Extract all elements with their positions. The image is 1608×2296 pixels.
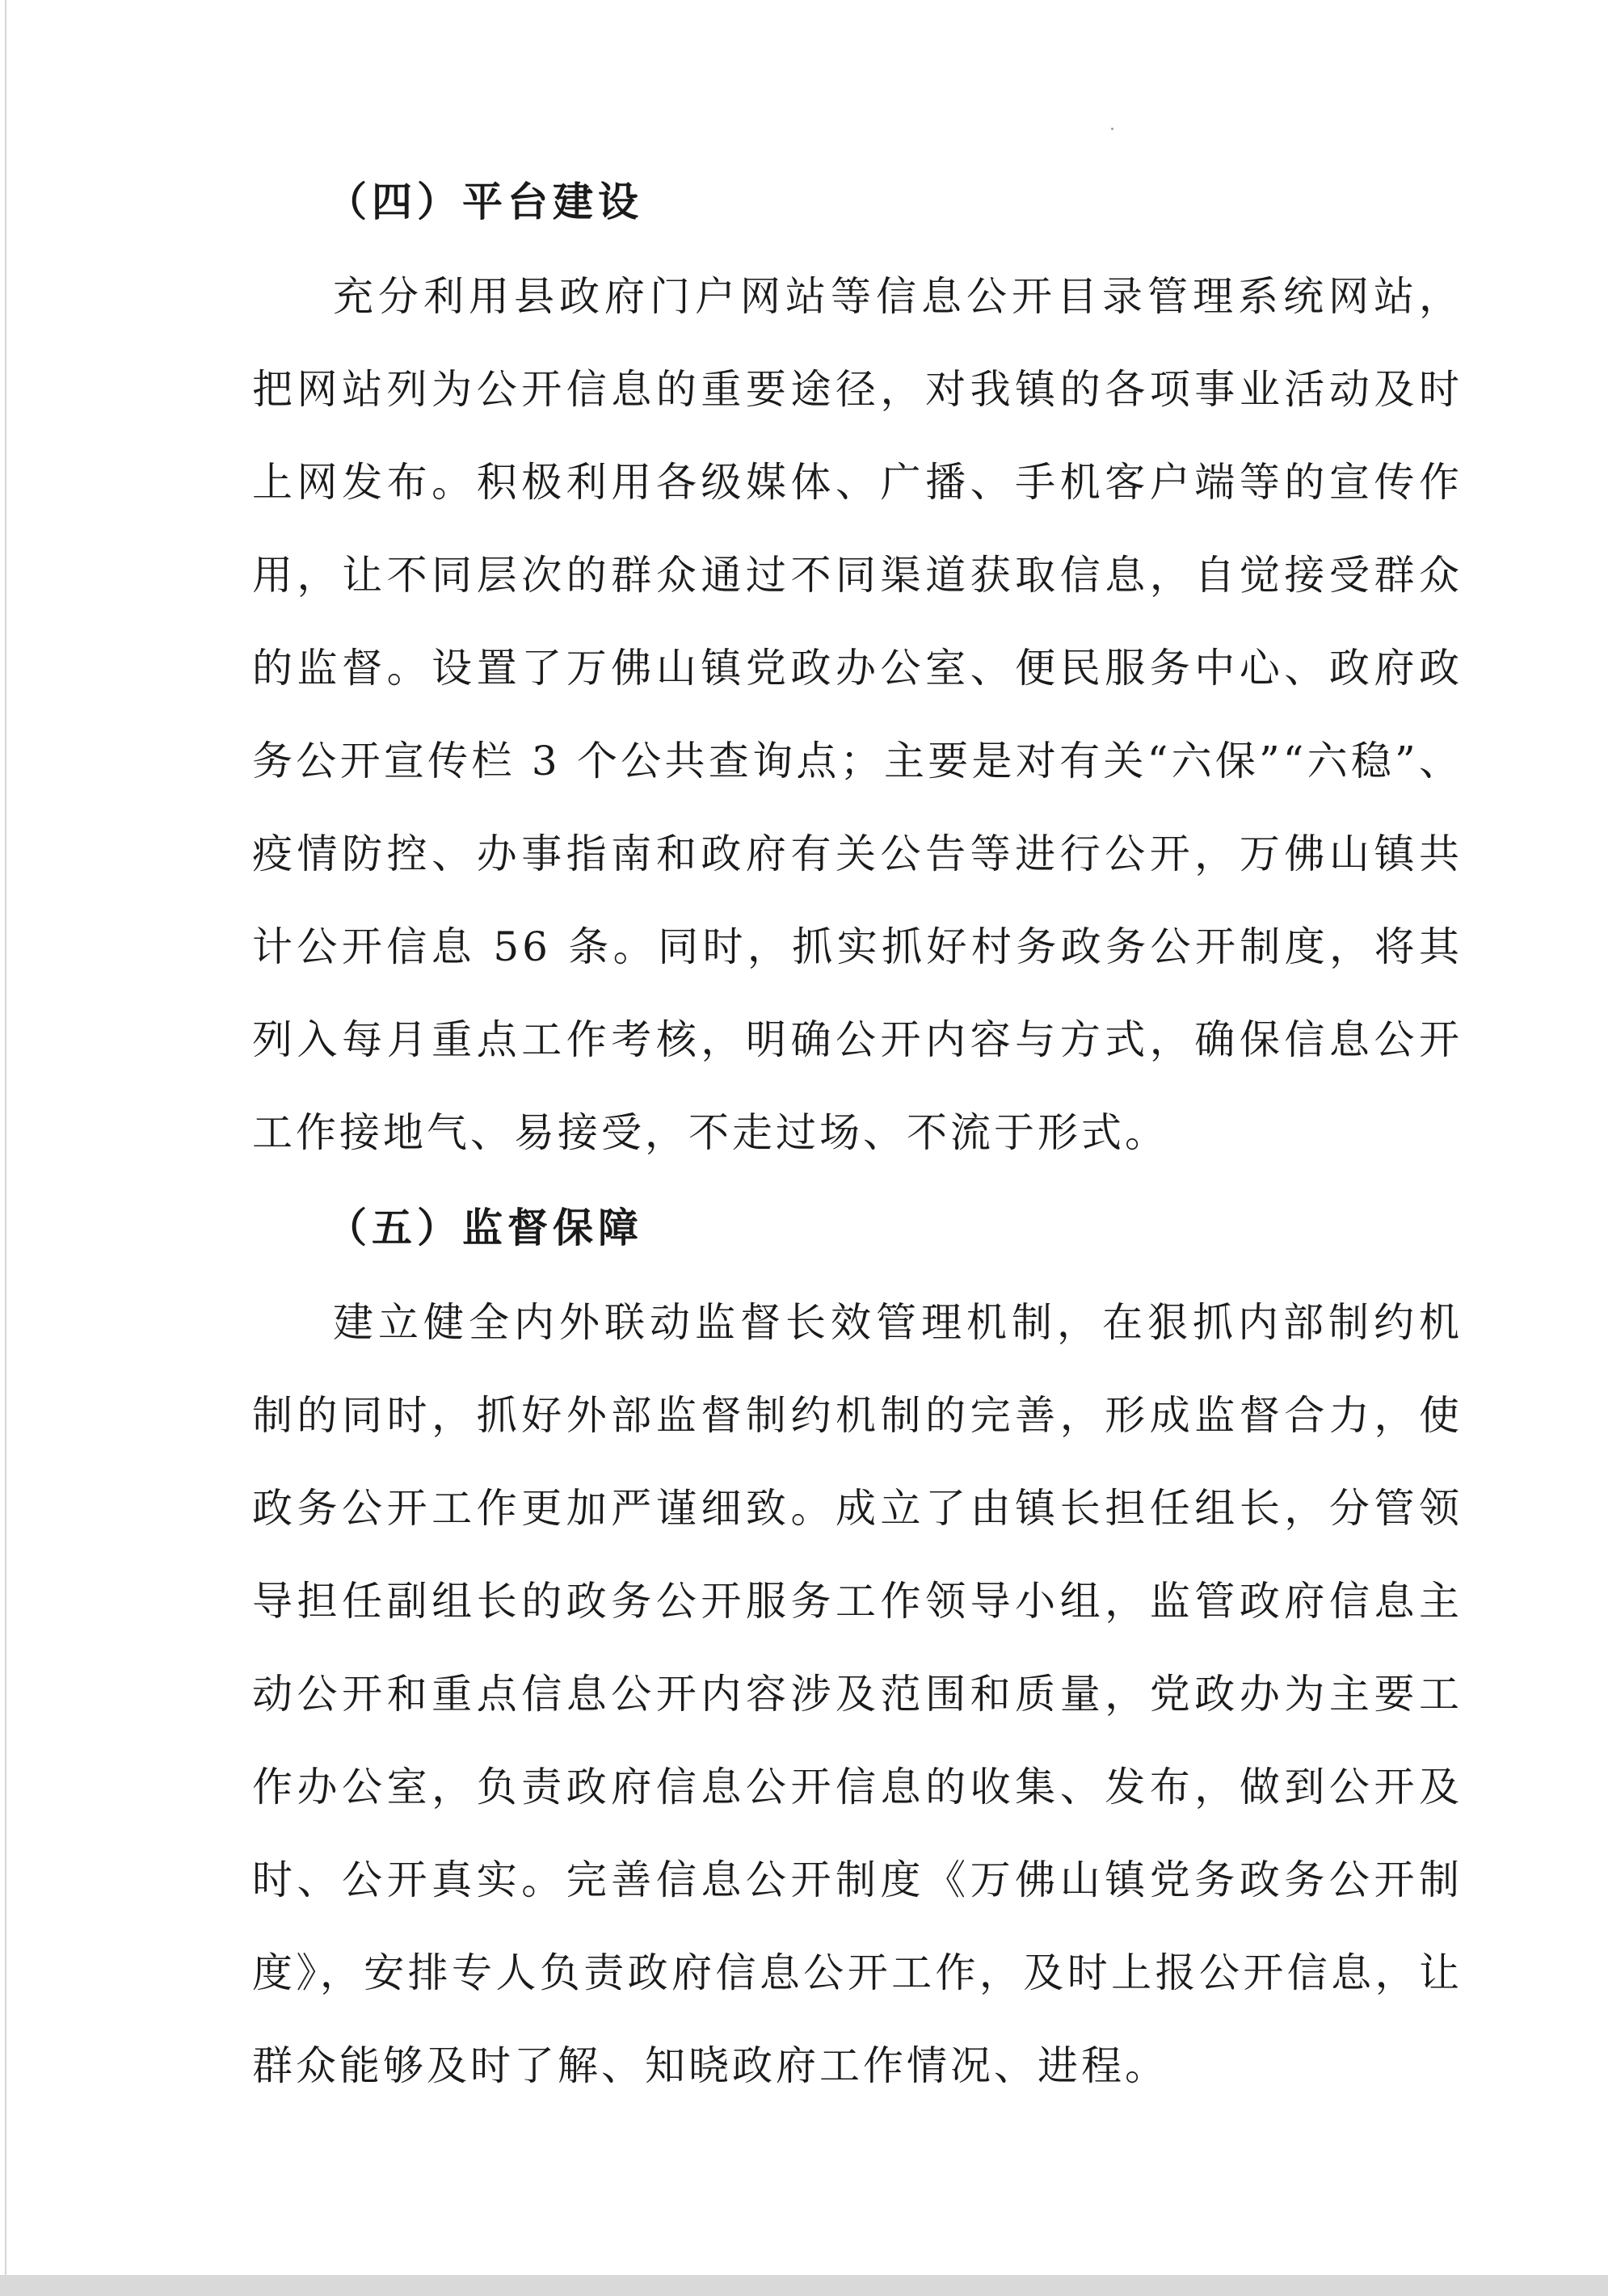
section-four-paragraph: 充分利用县政府门户网站等信息公开目录管理系统网站，把网站列为公开信息的重要途径，对我镇的各项事业活动及时上网发布。积极利用各级媒体、广播、手机客户端等的宣传作用，让不同层次的群众通过不同渠道获取信息，自觉接受群众的监督。设置了万佛山镇党政办公室、便民服务中心、政府政务公开宣传栏 3 个公共查询点；主要是对有关“六保”“六稳”、疫情防控、办事指南和政府有关公告等进行公开，万佛山镇共计公开信息 56 条。同时，抓实抓好村务政务公开制度，将其列入每月重点工作考核，明确公开内容与方式，确保信息公开工作接地气、易接受，不走过场、不流于形式。 [252, 273, 1463, 1156]
section-five-paragraph: 建立健全内外联动监督长效管理机制，在狠抓内部制约机制的同时，抓好外部监督制约机制的完善，形成监督合力，使政务公开工作更加严谨细致。成立了由镇长担任组长，分管领导担任副组长的政务公开服务工作领导小组，监管政府信息主动公开和重点信息公开内容涉及范围和质量，党政办为主要工作办公室，负责政府信息公开信息的收集、发布，做到公开及时、公开真实。完善信息公开制度《万佛山镇党务政务公开制度》，安排专人负责政府信息公开工作，及时上报公开信息，让群众能够及时了解、知晓政府工作情况、进程。 [252, 1299, 1463, 2089]
section-five-heading: （五）监督保障 [326, 1204, 643, 1251]
scan-binding-edge [5, 0, 6, 2296]
scan-speck [1111, 128, 1113, 130]
document-body [252, 153, 1463, 2113]
section-four-heading: （四）平台建设 [326, 178, 643, 225]
scan-bottom-edge [0, 2275, 1608, 2296]
